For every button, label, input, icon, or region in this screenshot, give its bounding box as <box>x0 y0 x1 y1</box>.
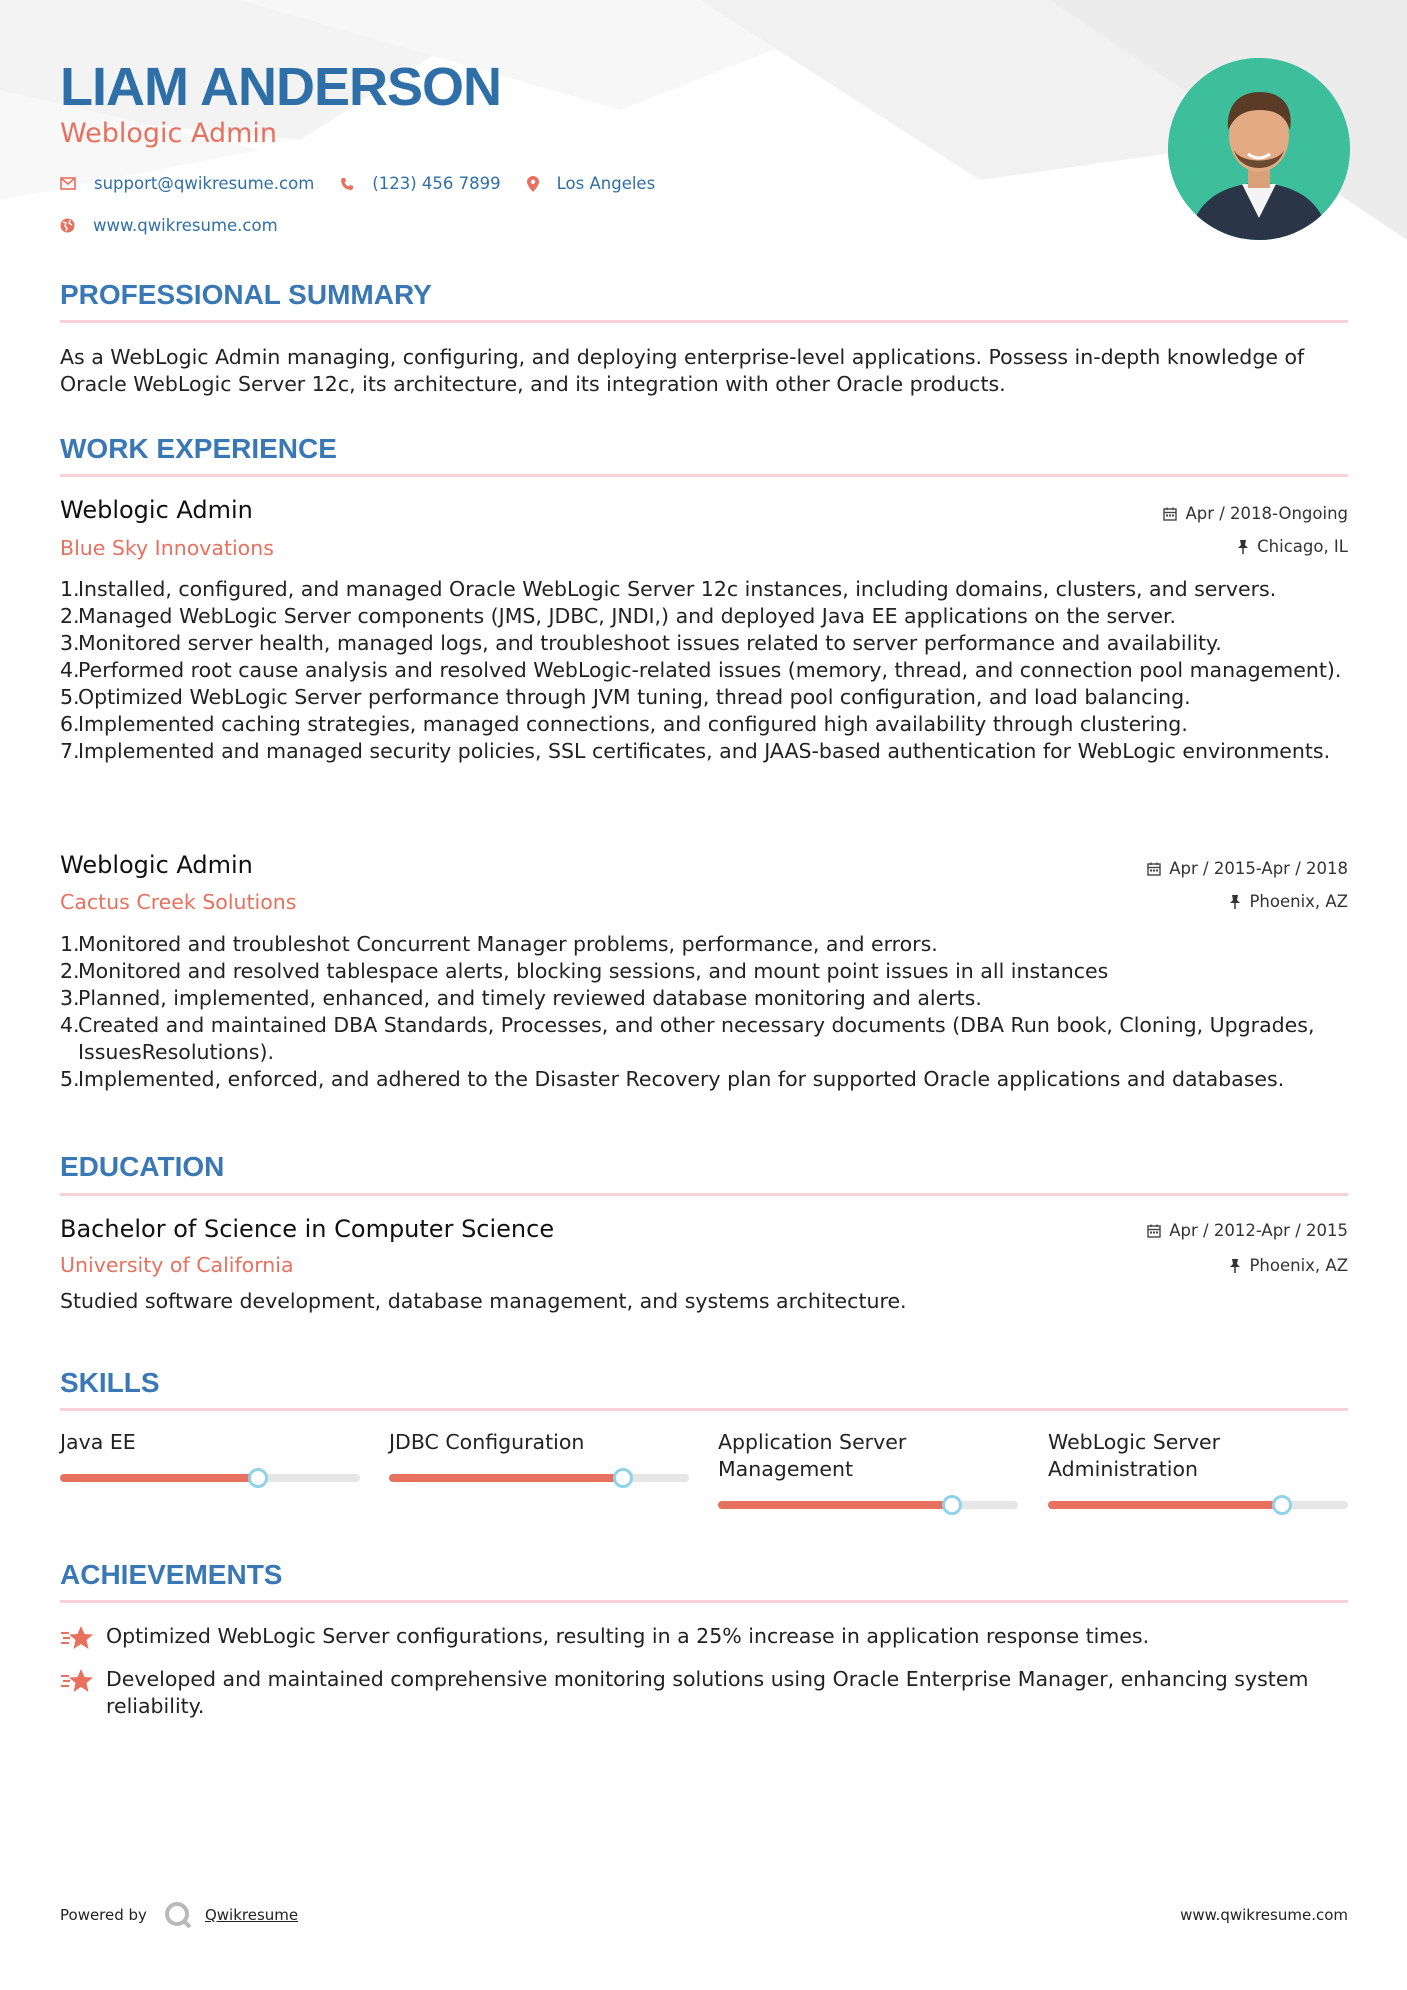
education-degree: Bachelor of Science in Computer Science <box>60 1215 555 1243</box>
resume-page <box>60 0 1348 1990</box>
achievement-item <box>60 1623 1348 1651</box>
contact-row <box>60 174 681 193</box>
skill-name: JDBC Configuration <box>389 1430 585 1454</box>
job-1-location-text: Chicago, IL <box>1257 537 1348 556</box>
education-description: Studied software development, database management, and systems architecture. <box>60 1289 907 1313</box>
summary-heading: PROFESSIONAL SUMMARY <box>60 279 432 310</box>
qwikresume-brand-link[interactable]: Qwikresume <box>204 1906 299 1924</box>
job-2-responsibilities <box>60 931 1348 1093</box>
education-dates <box>1147 1221 1348 1240</box>
education-heading: EDUCATION <box>60 1151 225 1182</box>
summary-text: As a WebLogic Admin managing, configuring, and deploying enterprise-level applications. Possess in-depth knowledge of Oracle WebLogic Server 12c, its architecture, and its integration with other Oracle products. <box>60 345 1305 396</box>
powered-by-label: Powered by <box>60 1906 147 1924</box>
skill-name: WebLogic Server Administration <box>1048 1430 1221 1481</box>
email-text: support@qwikresume.com <box>94 174 315 193</box>
summary-divider <box>60 320 1348 323</box>
skill-item <box>389 1429 689 1456</box>
website-row <box>60 216 304 235</box>
education-location-text: Phoenix, AZ <box>1249 1256 1348 1275</box>
experience-heading: WORK EXPERIENCE <box>60 433 337 464</box>
list-item: Implemented caching strategies, managed connections, and configured high availability through clustering. <box>78 712 1188 736</box>
job-2-location <box>1229 892 1348 911</box>
contact-phone[interactable] <box>340 174 500 193</box>
achievement-text: Optimized WebLogic Server configurations, resulting in a 25% increase in application response times. <box>106 1624 1150 1648</box>
job-1-company: Blue Sky Innovations <box>60 536 274 560</box>
pushpin-icon <box>1237 540 1249 554</box>
skill-level-bar <box>60 1474 360 1482</box>
list-item: Monitored and resolved tablespace alerts, blocking sessions, and mount point issues in all instances <box>78 959 1109 983</box>
list-item: Created and maintained DBA Standards, Processes, and other necessary documents (DBA Run book, Cloning, Upgrades, IssuesResolutions). <box>78 1013 1315 1064</box>
candidate-name: LIAM ANDERSON <box>60 57 501 117</box>
pushpin-icon <box>1229 1259 1241 1273</box>
job-1-title: Weblogic Admin <box>60 496 253 524</box>
list-item: Optimized WebLogic Server performance through JVM tuning, thread pool configuration, and load balancing. <box>78 685 1191 709</box>
job-2-dates-text: Apr / 2015-Apr / 2018 <box>1169 859 1348 878</box>
job-2-title: Weblogic Admin <box>60 851 253 879</box>
education-dates-text: Apr / 2012-Apr / 2015 <box>1169 1221 1348 1240</box>
list-item: Planned, implemented, enhanced, and timely reviewed database monitoring and alerts. <box>78 986 982 1010</box>
list-item: Implemented and managed security policies, SSL certificates, and JAAS-based authentication for WebLogic environments. <box>78 739 1331 763</box>
contact-location <box>527 174 656 193</box>
job-1-dates-text: Apr / 2018-Ongoing <box>1185 504 1348 523</box>
skills-heading: SKILLS <box>60 1367 160 1398</box>
list-item: Managed WebLogic Server components (JMS, JDBC, JNDI,) and deployed Java EE applications on the server. <box>78 604 1177 628</box>
skill-level-fill <box>1048 1501 1282 1509</box>
phone-icon <box>340 177 354 191</box>
candidate-title: Weblogic Admin <box>60 118 278 149</box>
skill-name: Application Server Management <box>718 1430 907 1481</box>
location-text: Los Angeles <box>556 174 656 193</box>
skill-item <box>60 1429 360 1456</box>
skill-name: Java EE <box>60 1430 136 1454</box>
achievement-item <box>60 1666 1348 1720</box>
list-item: Performed root cause analysis and resolved WebLogic-related issues (memory, thread, and connection pool management). <box>78 658 1342 682</box>
job-1-location <box>1237 537 1348 556</box>
skill-level-fill <box>718 1501 952 1509</box>
skill-level-knob <box>248 1468 268 1488</box>
skill-item <box>718 1429 938 1483</box>
star-award-icon <box>60 1625 94 1651</box>
footer-website[interactable]: www.qwikresume.com <box>1180 1906 1348 1924</box>
phone-text: (123) 456 7899 <box>372 174 501 193</box>
achievement-text: Developed and maintained comprehensive monitoring solutions using Oracle Enterprise Manager, enhancing system reliability. <box>106 1667 1309 1718</box>
skill-level-knob <box>942 1495 962 1515</box>
list-item: Monitored server health, managed logs, and troubleshoot issues related to server performance and availability. <box>78 631 1222 655</box>
list-item: Installed, configured, and managed Oracle WebLogic Server 12c instances, including domains, clusters, and servers. <box>78 577 1277 601</box>
website-text: www.qwikresume.com <box>93 216 278 235</box>
education-location <box>1229 1256 1348 1275</box>
list-item: Monitored and troubleshot Concurrent Manager problems, performance, and errors. <box>78 932 938 956</box>
education-school: University of California <box>60 1253 294 1277</box>
envelope-icon <box>60 177 76 190</box>
skill-level-fill <box>389 1474 623 1482</box>
skill-level-bar <box>718 1501 1018 1509</box>
globe-icon <box>60 218 75 233</box>
list-item: Implemented, enforced, and adhered to the Disaster Recovery plan for supported Oracle applications and databases. <box>78 1067 1285 1091</box>
skill-level-bar <box>1048 1501 1348 1509</box>
star-award-icon <box>60 1668 94 1694</box>
experience-divider <box>60 474 1348 477</box>
achievements-divider <box>60 1600 1348 1603</box>
profile-photo <box>1168 58 1350 240</box>
job-2-dates <box>1147 859 1348 878</box>
job-2-location-text: Phoenix, AZ <box>1249 892 1348 911</box>
pushpin-icon <box>1229 895 1241 909</box>
job-1-dates <box>1163 504 1348 523</box>
skill-level-bar <box>389 1474 689 1482</box>
achievements-heading: ACHIEVEMENTS <box>60 1559 283 1590</box>
skill-level-fill <box>60 1474 258 1482</box>
qwikresume-logo-icon <box>163 1900 193 1930</box>
calendar-icon <box>1147 1224 1161 1238</box>
skill-level-knob <box>613 1468 633 1488</box>
job-1-responsibilities <box>60 576 1348 765</box>
footer-powered-by <box>60 1900 298 1930</box>
contact-email[interactable] <box>60 174 314 193</box>
skill-level-knob <box>1272 1495 1292 1515</box>
job-2-company: Cactus Creek Solutions <box>60 890 297 914</box>
calendar-icon <box>1163 507 1177 521</box>
contact-website[interactable] <box>60 216 278 235</box>
education-divider <box>60 1193 1348 1196</box>
map-pin-icon <box>527 176 539 192</box>
skills-divider <box>60 1408 1348 1411</box>
skill-item <box>1048 1429 1268 1483</box>
calendar-icon <box>1147 862 1161 876</box>
